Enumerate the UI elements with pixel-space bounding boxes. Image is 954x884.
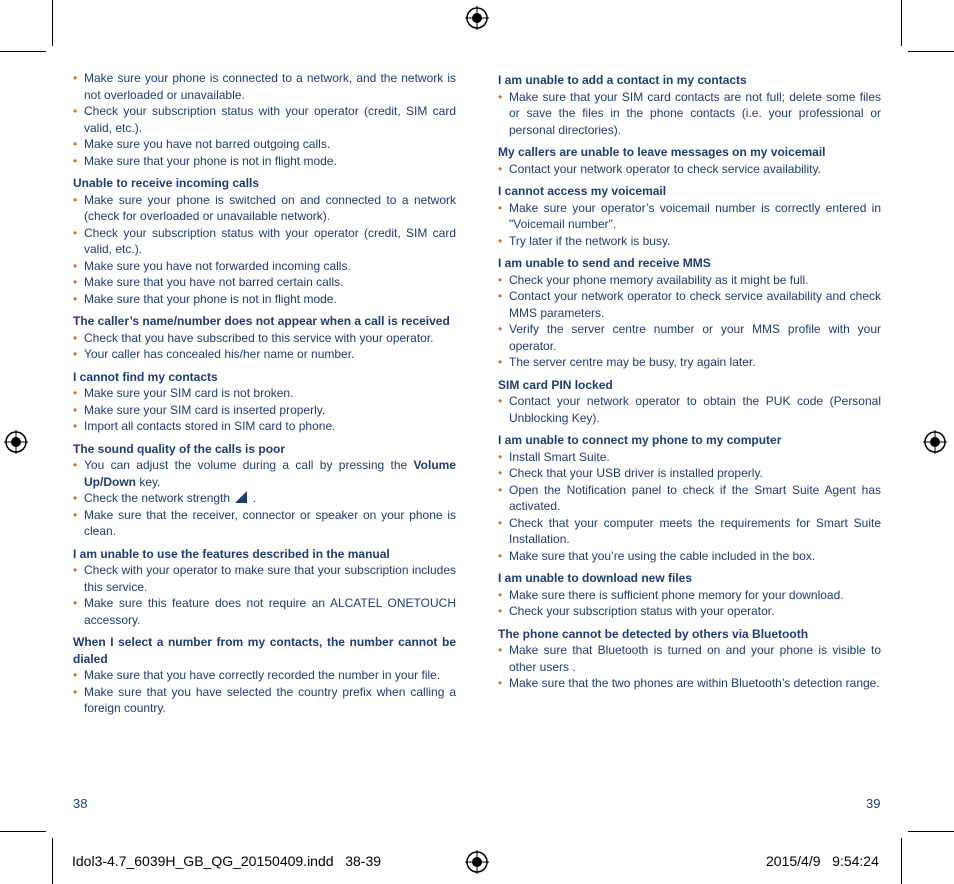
bullet-item: • Check your subscription status with your operator (credit, SIM card valid, etc.). xyxy=(73,103,456,136)
section xyxy=(498,183,881,249)
section-heading: I am unable to connect my phone to my computer xyxy=(498,433,782,447)
section xyxy=(73,313,456,363)
bullet-item: • Check your subscription status with your operator. xyxy=(498,603,881,620)
crop-mark xyxy=(0,51,46,52)
bullet-item: • Check with your operator to make sure that your subscription includes this service. xyxy=(73,562,456,595)
bullet-item: • Check your subscription status with your operator (credit, SIM card valid, etc.). xyxy=(73,225,456,258)
page-number-left: 38 xyxy=(73,796,88,811)
signal-text-before: Check the network strength xyxy=(84,491,231,505)
section-heading: I am unable to add a contact in my contacts xyxy=(498,73,747,87)
section-heading: Unable to receive incoming calls xyxy=(73,176,260,190)
crop-mark xyxy=(901,838,902,884)
bullet-item: • Make sure that the two phones are within Bluetooth’s detection range. xyxy=(498,675,881,692)
section xyxy=(498,72,881,138)
section xyxy=(73,441,456,540)
crop-mark xyxy=(901,0,902,46)
bullet-item: • Make sure that your phone is not in flight mode. xyxy=(73,291,456,308)
registration-mark-icon xyxy=(923,430,947,454)
section-heading: I am unable to send and receive MMS xyxy=(498,256,711,270)
section-heading: The phone cannot be detected by others via Bluetooth xyxy=(498,626,809,641)
footer-timestamp: 2015/4/9 9:54:24 xyxy=(766,853,879,869)
bullet-item: • Make sure your SIM card is inserted properly. xyxy=(73,402,456,419)
section xyxy=(73,70,456,169)
section xyxy=(498,377,881,427)
section xyxy=(73,634,456,717)
bullet-item: • Make sure that the receiver, connector or speaker on your phone is clean. xyxy=(73,507,456,540)
bullet-item: • Check that you have subscribed to this service with your operator. xyxy=(73,330,456,347)
signal-text-after: . xyxy=(252,491,257,505)
crop-mark xyxy=(52,0,53,46)
bullet-item: • Check that your USB driver is installed properly. xyxy=(498,465,881,482)
section-heading: SIM card PIN locked xyxy=(498,377,613,392)
page-number-right: 39 xyxy=(866,796,881,811)
section-heading: When I select a number from my contacts, the number cannot be dialed xyxy=(73,635,456,666)
section xyxy=(498,570,881,620)
section-heading: I cannot access my voicemail xyxy=(498,184,667,198)
volume-text-before: You can adjust the volume during a call by pressing the xyxy=(84,458,414,472)
bullet-item: • Open the Notification panel to check if the Smart Suite Agent has activated. xyxy=(498,482,881,515)
bullet-item: • Contact your network operator to check service availability and check MMS parameters. xyxy=(498,288,881,321)
bullet-item: • Check that your computer meets the requirements for Smart Suite Installation. xyxy=(498,515,881,548)
footer-filename: Idol3-4.7_6039H_GB_QG_20150409.indd 38-39 xyxy=(72,853,382,869)
right-column xyxy=(498,70,881,698)
section-heading: I am unable to download new files xyxy=(498,571,693,585)
bullet-item: • Import all contacts stored in SIM card to phone. xyxy=(73,418,456,435)
signal-strength-icon xyxy=(235,491,247,503)
bullet-item: • Make sure you have not barred outgoing calls. xyxy=(73,136,456,153)
section xyxy=(498,432,881,564)
section xyxy=(73,546,456,629)
crop-mark xyxy=(908,51,954,52)
bullet-item: • Verify the server centre number or your MMS profile with your operator. xyxy=(498,321,881,354)
bullet-item: • Make sure you have not forwarded incoming calls. xyxy=(73,258,456,275)
bullet-item: • Try later if the network is busy. xyxy=(498,233,881,250)
section xyxy=(73,369,456,435)
bullet-item: • Install Smart Suite. xyxy=(498,449,881,466)
left-column xyxy=(73,70,456,723)
bullet-item: • Check your phone memory availability as it might be full. xyxy=(498,272,881,289)
volume-key-label: Volume Up/Down xyxy=(84,458,456,489)
bullet-item xyxy=(73,457,456,490)
crop-mark xyxy=(908,831,954,832)
bullet-item xyxy=(73,490,456,507)
section-heading: The sound quality of the calls is poor xyxy=(73,441,286,456)
crop-mark xyxy=(52,838,53,884)
bullet-item: • Make sure this feature does not require an ALCATEL ONETOUCH accessory. xyxy=(73,595,456,628)
bullet-item: • Make sure your phone is switched on and connected to a network (check for overloaded or unavailable network). xyxy=(73,192,456,225)
bullet-item: • Make sure that you’re using the cable included in the box. xyxy=(498,548,881,565)
volume-text-after: key. xyxy=(136,474,161,489)
bullet-item: • Contact your network operator to check service availability. xyxy=(498,161,881,178)
section-heading: The caller’s name/number does not appear when a call is received xyxy=(73,314,450,328)
bullet-item: • Make sure that you have correctly recorded the number in your file. xyxy=(73,667,456,684)
registration-mark-icon xyxy=(465,6,489,30)
bullet-item: • Make sure that Bluetooth is turned on and your phone is visible to other users . xyxy=(498,642,881,675)
section-heading: My callers are unable to leave messages on my voicemail xyxy=(498,145,826,159)
bullet-item: • Make sure that you have not barred certain calls. xyxy=(73,274,456,291)
crop-mark xyxy=(0,831,46,832)
bullet-item: • Make sure that you have selected the country prefix when calling a foreign country. xyxy=(73,684,456,717)
bullet-item: • Make sure your SIM card is not broken. xyxy=(73,385,456,402)
bullet-item: • Make sure that your SIM card contacts are not full; delete some files or save the files in the phone contacts (i.e. your professional or personal directories). xyxy=(498,89,881,139)
bullet-item: • Your caller has concealed his/her name or number. xyxy=(73,346,456,363)
section-heading: I am unable to use the features described in the manual xyxy=(73,546,390,561)
section xyxy=(73,175,456,307)
bullet-item: • Make sure your operator’s voicemail number is correctly entered in "Voicemail number". xyxy=(498,200,881,233)
bullet-item: • Make sure there is sufficient phone memory for your download. xyxy=(498,587,881,604)
registration-mark-icon xyxy=(465,850,489,874)
section-heading: I cannot find my contacts xyxy=(73,369,218,384)
bullet-item: • Contact your network operator to obtain the PUK code (Personal Unblocking Key). xyxy=(498,393,881,426)
bullet-item: • The server centre may be busy, try again later. xyxy=(498,354,881,371)
section xyxy=(498,144,881,177)
section xyxy=(498,626,881,692)
bullet-item: • Make sure that your phone is not in flight mode. xyxy=(73,153,456,170)
section xyxy=(498,255,881,371)
registration-mark-icon xyxy=(4,430,28,454)
bullet-item: • Make sure your phone is connected to a network, and the network is not overloaded or unavailable. xyxy=(73,70,456,103)
